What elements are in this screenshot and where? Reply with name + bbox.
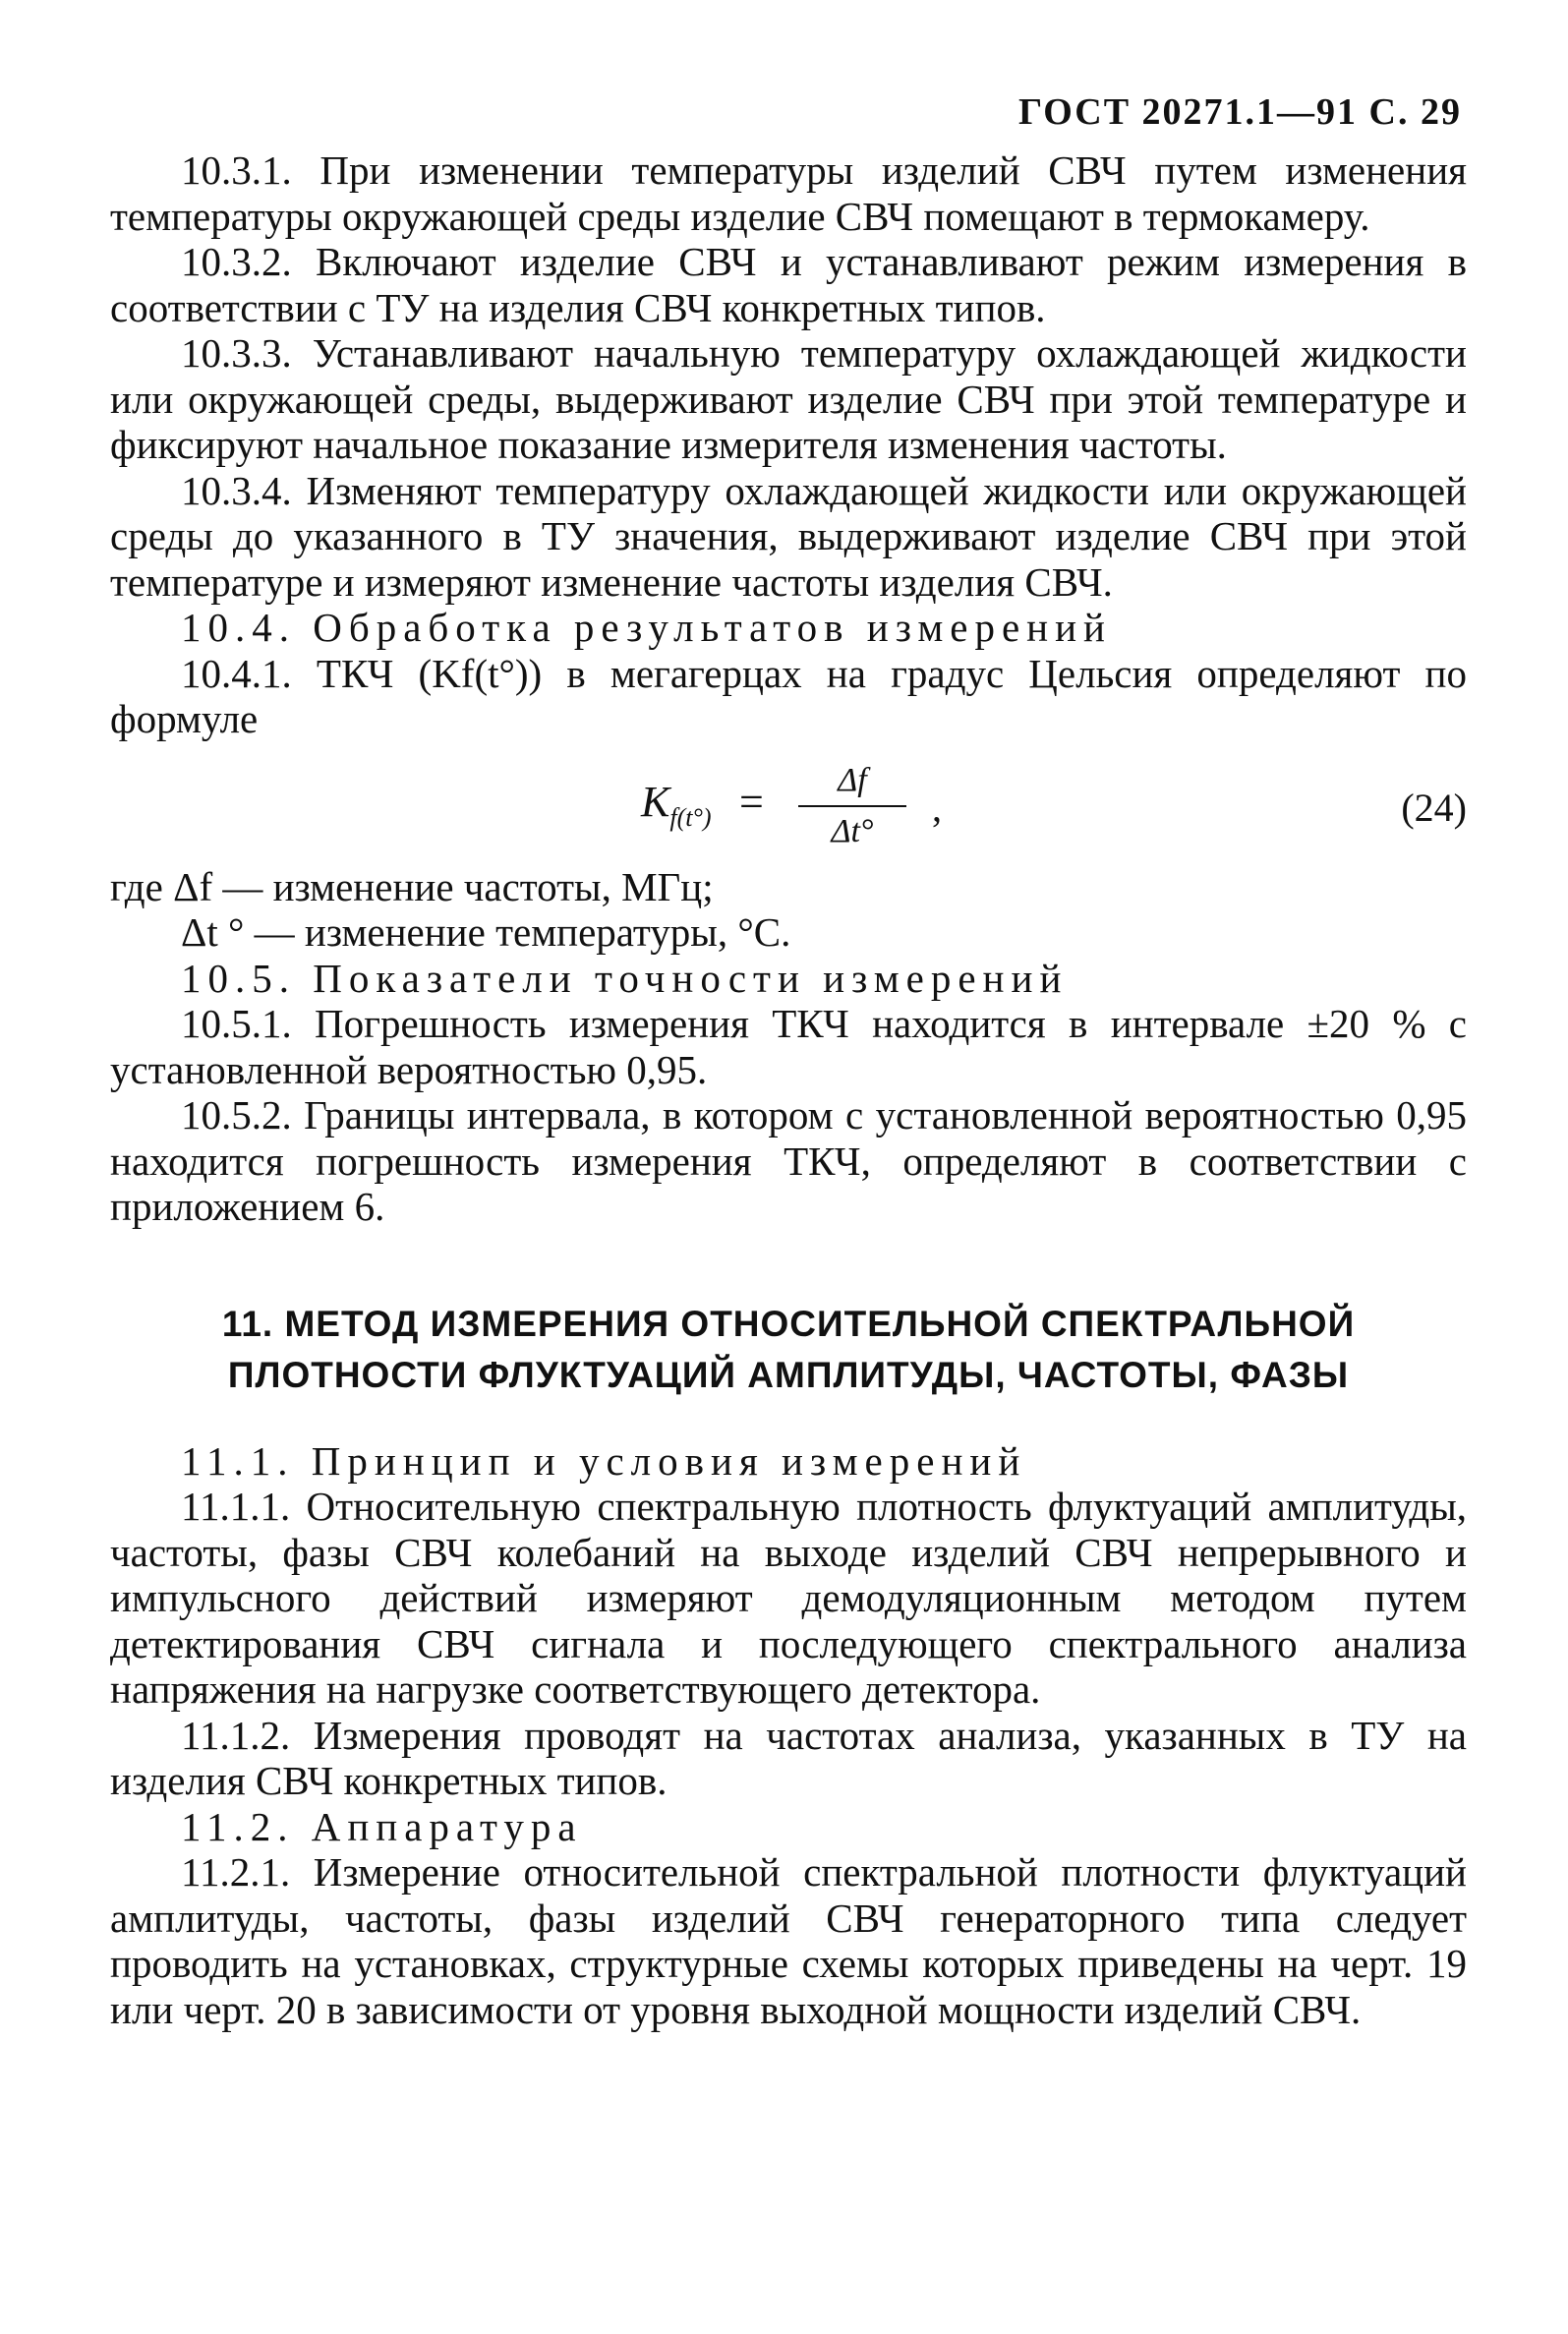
paragraph-10-3-1: 10.3.1. При изменении температуры изделий СВЧ путем изменения температуры окружающей среды изделие СВЧ помещают в термокамеру. [110,147,1467,239]
section-11-title [110,1299,1467,1401]
formula-lhs: $K_{f(t^\circ)}$ [641,777,712,832]
paragraph-11-1-1: 11.1.1. Относительную спектральную плотность флуктуаций амплитуды, частоты, фазы СВЧ колебаний на выходе изделий СВЧ непрерывного и импульсного действий измеряют демодуляционным методом путем детектирования СВЧ сигнала и последующего спектрального анализа напряжения на нагрузке соответствующего детектора. [110,1484,1467,1712]
formula-denominator: Δt° [831,813,874,849]
paragraph-10-3-2: 10.3.2. Включают изделие СВЧ и устанавливают режим измерения в соответствии с ТУ на изделия СВЧ конкретных типов. [110,239,1467,330]
formula-comma: , [932,785,942,830]
heading-11-2: 11.2. Аппаратура [181,1803,583,1849]
formula-number: (24) [1401,785,1467,830]
heading-10-5: 10.5. Показатели точности измерений [181,955,1069,1001]
formula-24 [110,748,1467,854]
heading-11-1: 11.1. Принцип и условия измерений [181,1437,1027,1484]
formula-equals: = [739,777,764,826]
paragraph-10-3-3: 10.3.3. Устанавливают начальную температуру охлаждающей жидкости или окружающей среды, выдерживают изделие СВЧ при этой температуре и фиксируют начальное показание измерителя изменения частоты. [110,330,1467,467]
running-header: ГОСТ 20271.1—91 С. 29 [1018,91,1462,133]
heading-10-4: 10.4. Обработка результатов измерений [181,605,1112,650]
paragraph-10-5-2: 10.5.2. Границы интервала, в котором с установленной вероятностью 0,95 находится погрешность измерения ТКЧ, определяют в соответствии с приложением 6. [110,1092,1467,1229]
paragraph-11-2-1: 11.2.1. Измерение относительной спектральной плотности флуктуаций амплитуды, частоты, фазы изделий СВЧ генераторного типа следует проводить на установках, структурные схемы которых приведены на черт. 19 или черт. 20 в зависимости от уровня выходной мощности изделий СВЧ. [110,1849,1467,2032]
page-body [110,147,1467,2032]
where-line-2: Δt ° — изменение температуры, °С. [181,909,791,955]
formula-fraction [798,758,906,855]
section-11-title-line-1: 11. МЕТОД ИЗМЕРЕНИЯ ОТНОСИТЕЛЬНОЙ СПЕКТРАЛЬНОЙ [221,1303,1356,1344]
formula-numerator: Δf [798,758,906,808]
section-11-title-line-2: ПЛОТНОСТИ ФЛУКТУАЦИЙ АМПЛИТУДЫ, ЧАСТОТЫ, ФАЗЫ [227,1354,1350,1395]
paragraph-10-5-1: 10.5.1. Погрешность измерения ТКЧ находится в интервале ±20 % с установленной вероятностью 0,95. [110,1001,1467,1092]
where-line-1: где Δf — изменение частоты, МГц; [110,863,714,909]
paragraph-11-1-2: 11.1.2. Измерения проводят на частотах анализа, указанных в ТУ на изделия СВЧ конкретных типов. [110,1712,1467,1803]
paragraph-10-4-1: 10.4.1. ТКЧ (Kf(t°)) в мегагерцах на градус Цельсия определяют по формуле [110,650,1467,741]
paragraph-10-3-4: 10.3.4. Изменяют температуру охлаждающей жидкости или окружающей среды до указанного в ТУ значения, выдерживают изделие СВЧ при этой температуре и измеряют изменение частоты изделия СВЧ. [110,467,1467,605]
